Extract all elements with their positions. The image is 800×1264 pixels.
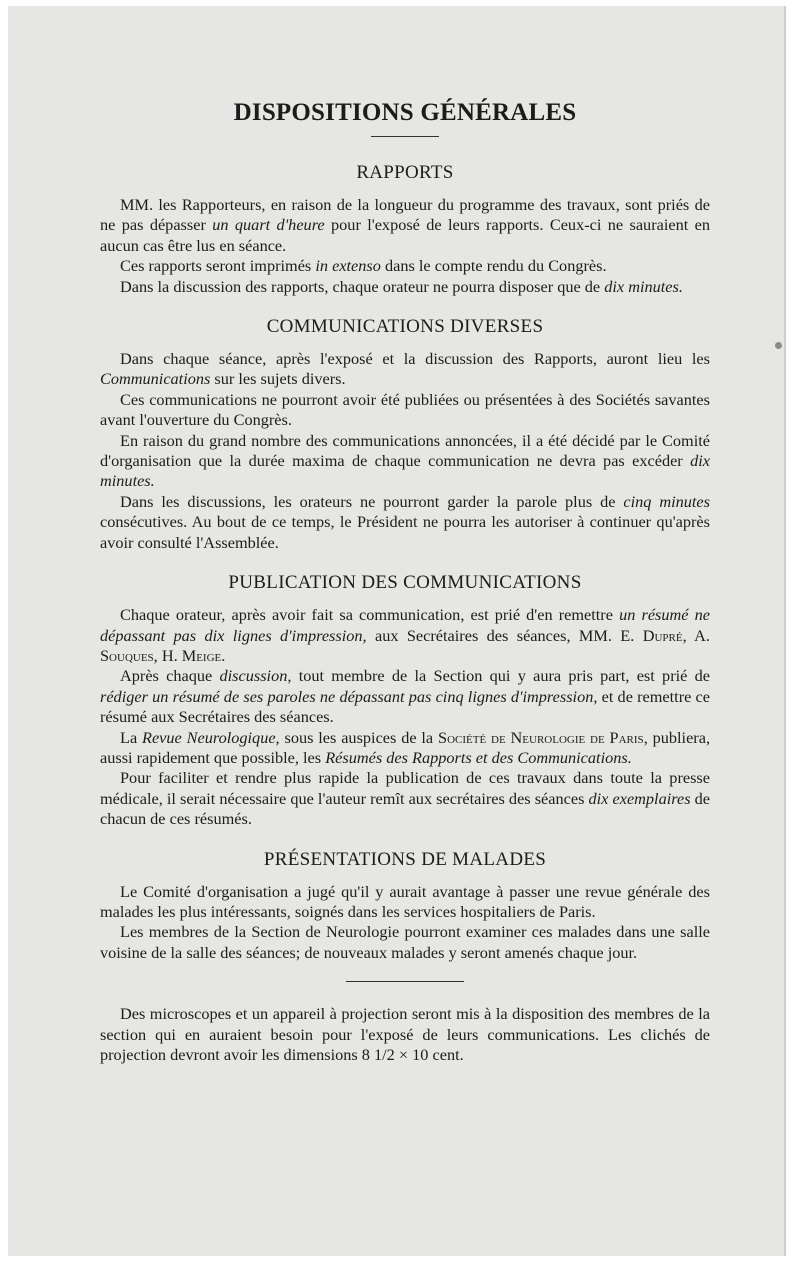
paragraph [100, 431, 710, 492]
paragraph [100, 922, 710, 963]
smallcaps-text: Meige [181, 645, 222, 665]
text-segment: Pour faciliter et rendre plus rapide la publication de ces travaux dans toute la presse médicale, il serait nécessaire que l'auteur remît aux secrétaires des séances [100, 768, 710, 808]
text-segment: , H. [153, 645, 182, 665]
section-publication [100, 571, 710, 829]
text-segment: Le Comité d'organisation a jugé qu'il y aurait avantage à passer une revue générale des malades les plus intéressants, soignés dans les services hospitaliers de Paris. [100, 881, 710, 921]
section-heading: PUBLICATION DES COMMUNICATIONS [228, 572, 582, 594]
text-segment: sur les sujets divers. [210, 369, 346, 389]
text-segment: Chaque orateur, après avoir fait sa communication, est prié d'en remettre [120, 605, 620, 625]
paragraph [100, 666, 710, 727]
page-sheet [8, 6, 786, 1256]
italic-text: un résumé ne dépassant pas dix lignes d'impression, [100, 605, 711, 645]
paragraph [100, 349, 710, 390]
italic-text: Communications [100, 369, 211, 389]
text-segment: , A. [682, 625, 710, 645]
paper-spot [775, 342, 782, 349]
paragraph [100, 1004, 710, 1065]
title-divider [371, 136, 439, 137]
paragraph [100, 728, 710, 769]
text-segment: , publiera, aussi rapidement que possible, les [100, 727, 711, 767]
closing-divider [346, 981, 464, 982]
paragraph [100, 390, 710, 431]
smallcaps-text: Souques [100, 645, 154, 665]
text-segment: . [221, 645, 226, 665]
page-content [100, 98, 710, 1083]
section-heading: PRÉSENTATIONS DE MALADES [263, 848, 547, 870]
paragraph [100, 492, 710, 553]
paragraph [100, 605, 710, 666]
italic-text: Résumés des Rapports et des Communications. [325, 747, 632, 767]
section-heading: COMMUNICATIONS DIVERSES [266, 316, 544, 338]
italic-text: cinq minutes [623, 491, 710, 511]
text-segment: Les membres de la Section de Neurologie pourront examiner ces malades dans une salle voisine de la salle des séances; de nouveaux malades y seront amenés chaque jour. [100, 922, 710, 962]
text-segment: Dans chaque séance, après l'exposé et la discussion des Rapports, auront lieu les [120, 349, 710, 369]
text-segment: sous les auspices de la [279, 727, 439, 747]
text-segment: Ces communications ne pourront avoir été publiées ou présentées à des Sociétés savantes avant l'ouverture du Congrès. [100, 389, 710, 430]
text-segment: dans le compte rendu du Congrès. [380, 256, 607, 276]
page-title: DISPOSITIONS GÉNÉRALES [233, 99, 577, 126]
italic-text: discussion, [219, 666, 292, 686]
italic-text: dix exemplaires [588, 788, 691, 808]
section-presentations [100, 848, 710, 964]
italic-text: dix minutes. [604, 276, 683, 296]
italic-text: Revue Neurologique, [142, 727, 280, 747]
text-segment: Dans les discussions, les orateurs ne pourront garder la parole plus de [120, 491, 624, 511]
text-segment: aux Secrétaires des séances, MM. E. [366, 625, 643, 645]
section-rapports [100, 161, 710, 297]
text-segment: de chacun de ces résumés. [100, 788, 710, 829]
text-segment: En raison du grand nombre des communications annoncées, il a été décidé par le Comité d'organisation que la durée maxima de chaque communication ne devra pas excéder [100, 430, 710, 471]
text-segment: pour l'exposé de leurs rapports. Ceux-ci ne sauraient en aucun cas être lus en séance. [100, 215, 710, 255]
text-segment: La [120, 727, 143, 747]
text-segment: Ces rapports seront imprimés [120, 256, 316, 276]
italic-text: rédiger un résumé de ses paroles ne dépassant pas cinq lignes d'impression, [100, 686, 598, 706]
section-heading: RAPPORTS [356, 162, 454, 183]
section-communications-diverses [100, 315, 710, 553]
text-segment: Dans la discussion des rapports, chaque orateur ne pourra disposer que de [120, 276, 605, 296]
paragraph [100, 882, 710, 923]
paragraph [100, 195, 710, 256]
paragraph [100, 277, 710, 297]
text-segment: consécutives. Au bout de ce temps, le Président ne pourra les autoriser à continuer qu'après avoir consulté l'Assemblée. [100, 512, 710, 552]
italic-text: dix minutes. [100, 451, 710, 491]
text-segment: MM. les Rapporteurs, en raison de la longueur du programme des travaux, sont priés de ne pas dépasser [100, 195, 710, 235]
italic-text: in extenso [315, 256, 381, 276]
text-segment: et de remettre ce résumé aux Secrétaires des séances. [100, 686, 710, 727]
italic-text: un quart d'heure [212, 215, 325, 235]
paragraph [100, 256, 710, 276]
section-closing [100, 1004, 710, 1065]
paragraph [100, 768, 710, 829]
smallcaps-text: Dupré [642, 625, 683, 645]
text-segment: Après chaque [120, 666, 220, 686]
smallcaps-text: Société de Neurologie de Paris [438, 727, 644, 747]
text-segment: tout membre de la Section qui y aura pris part, est prié de [291, 666, 710, 686]
text-segment: Des microscopes et un appareil à projection seront mis à la disposition des membres de la section qui en auraient besoin pour l'exposé de leurs communications. Les clichés de projection devront avoir les dimensions 8 1/2 × 10 cent. [100, 1004, 710, 1064]
